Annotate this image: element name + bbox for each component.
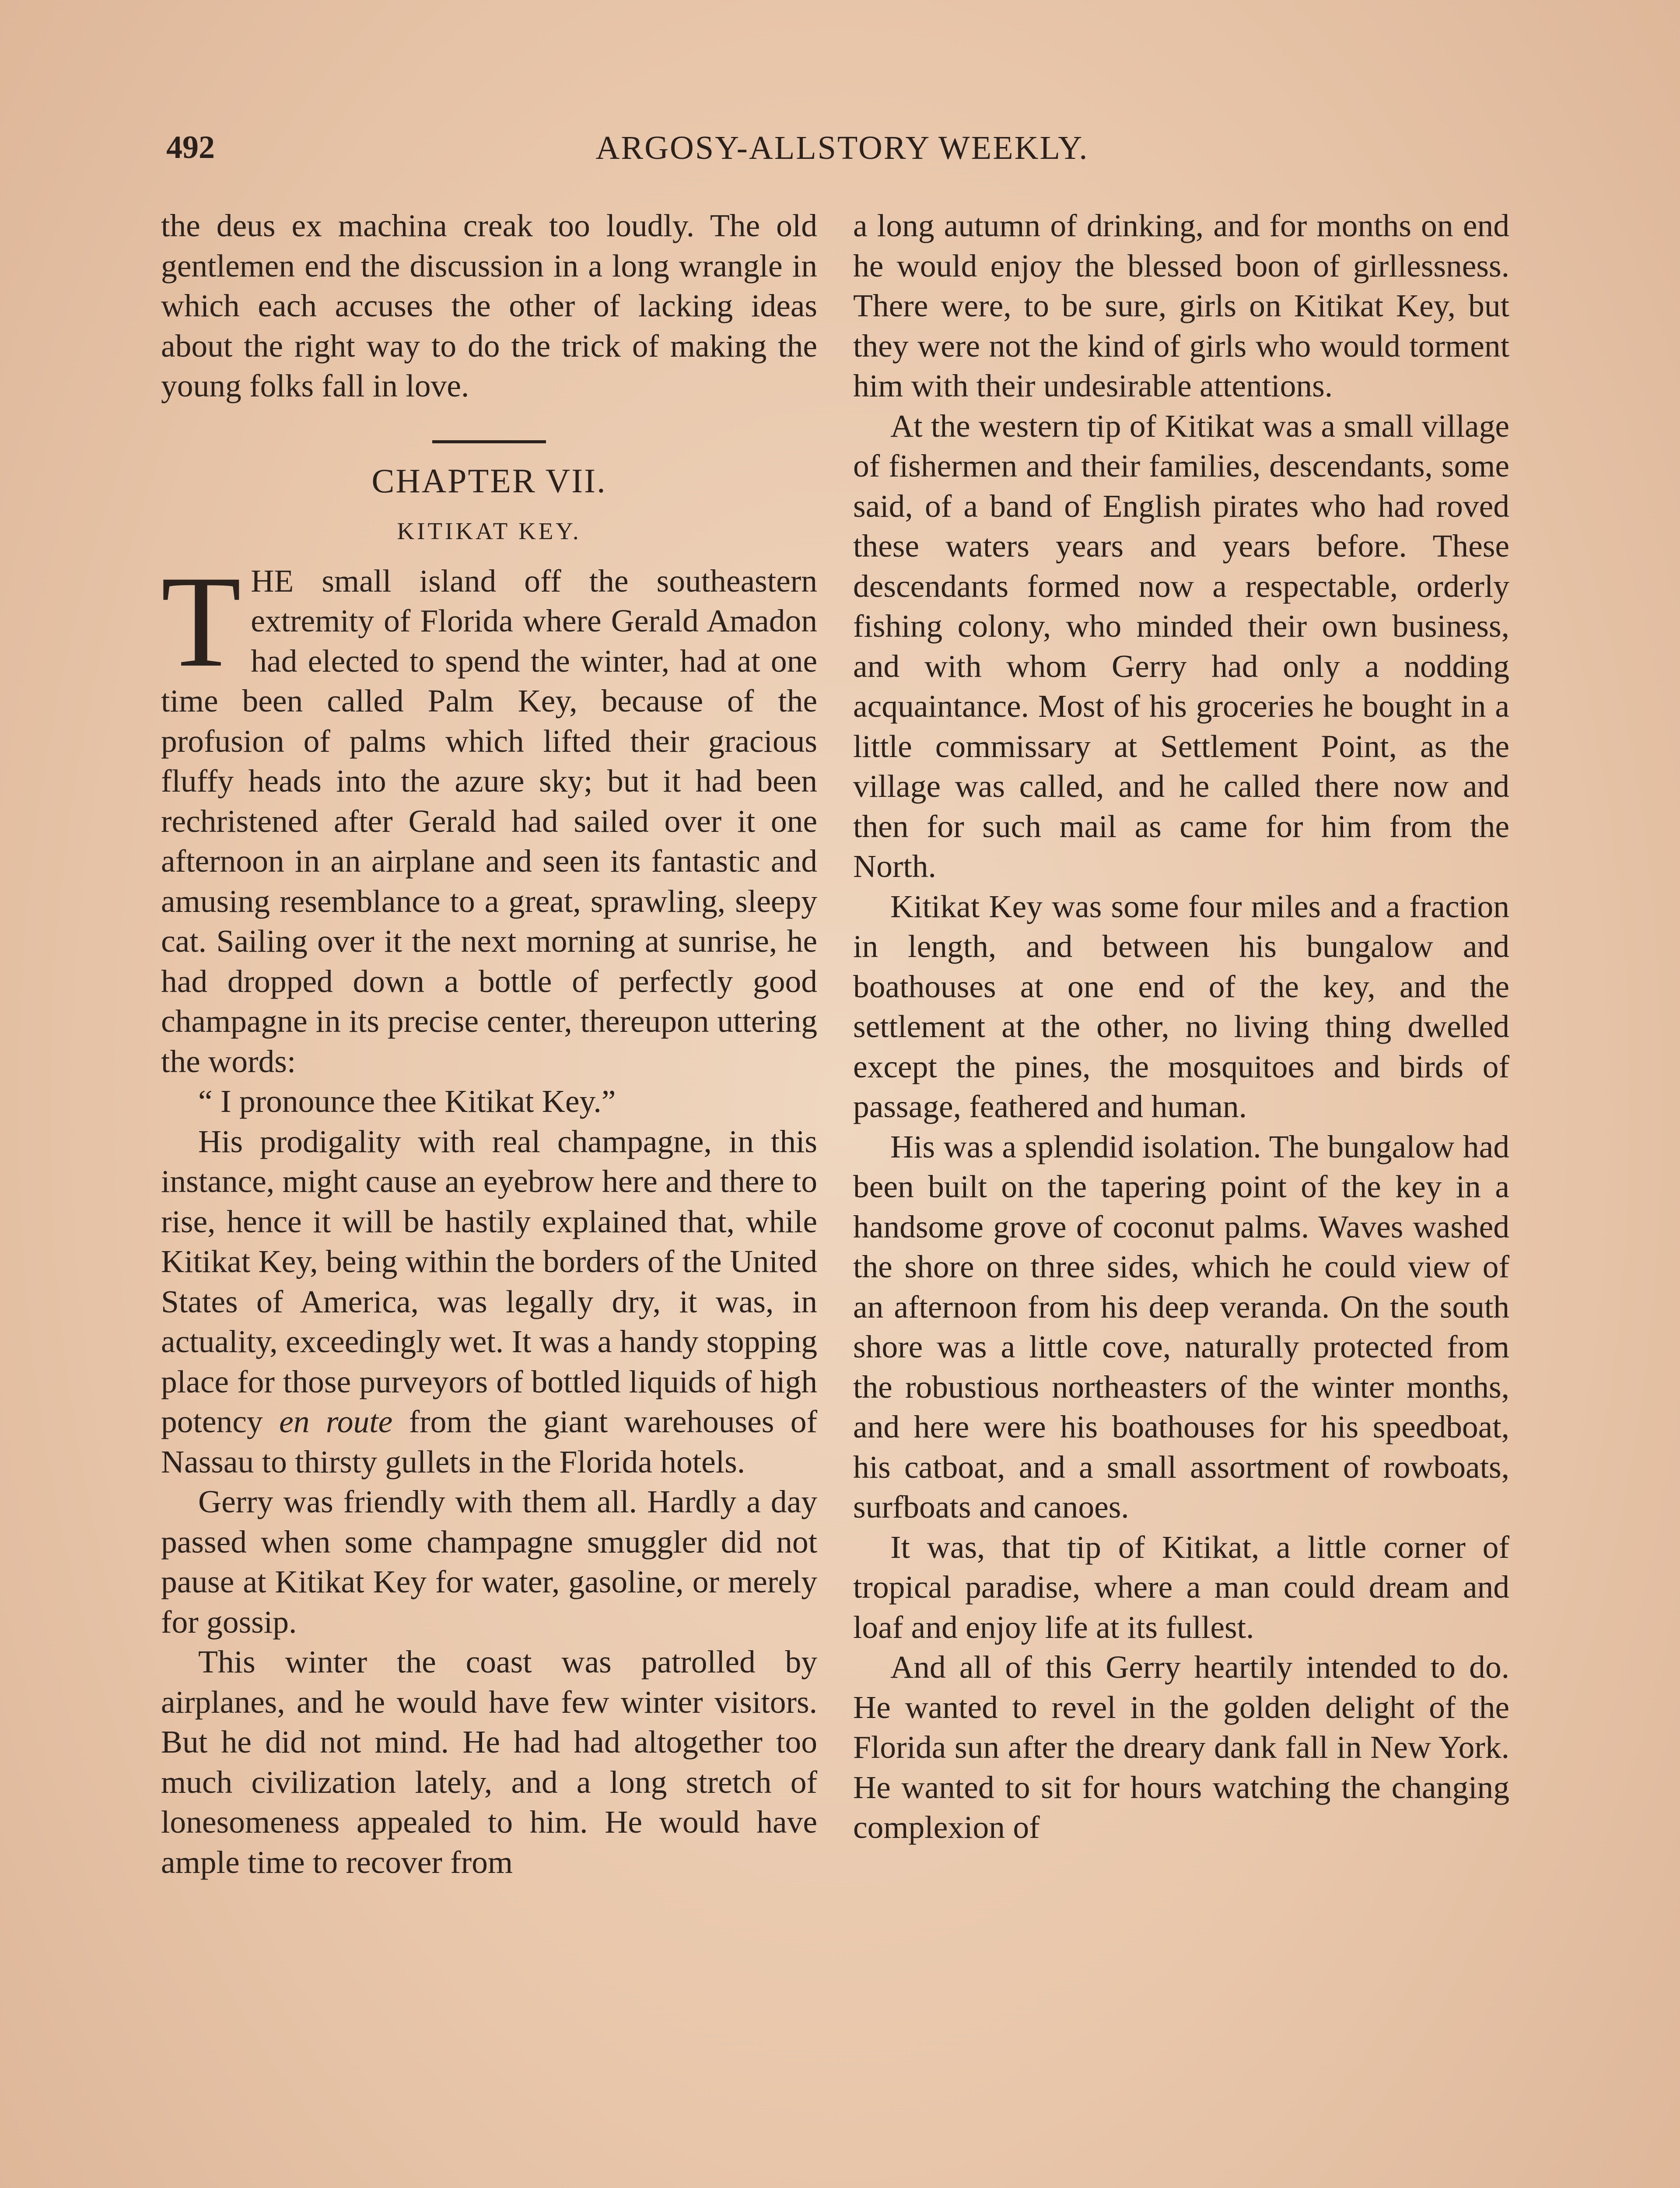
drop-cap: T [161, 548, 242, 694]
paragraph: At the western tip of Kitikat was a small village of fishermen and their families, descendants, some said, of a band of English pirates who had roved these waters years and years before. These descendants formed now a respectable, orderly fishing colony, who minded their own business, and with whom Gerry had only a nodding acquaintance. Most of his groceries he bought in a little commissary at Settlement Point, as the village was called, and he called there now and then for such mail as came for him from the North. [853, 408, 1509, 884]
page-number: 492 [166, 130, 215, 165]
paragraph-text: HE small island off the southeastern extremity of Florida where Gerald Amadon had elected to spend the winter, had at one time been called Palm Key, because of the profusion of palms which lifted their gracious fluffy heads into the azure sky; but it had been rechristened after Gerald had sailed over it one afternoon in an airplane and seen its fantastic and amusing resemblance to a great, sprawling, sleepy cat. Sailing over it the next morning at sunrise, he had dropped down a bottle of perfectly good champagne in its precise center, thereupon uttering the words: [161, 563, 817, 1079]
paragraph: And all of this Gerry heartily intended to do. He wanted to revel in the golden delight of the Florida sun after the dreary dank fall in New York. He wanted to sit for hours watching the changing complexion of [853, 1649, 1509, 1845]
paragraph: It was, that tip of Kitikat, a little corner of tropical paradise, where a man could dream and loaf and enjoy life at its fullest. [853, 1529, 1509, 1645]
paragraph: Kitikat Key was some four miles and a fraction in length, and between his bungalow and boathouses at one end of the key, and the settlement at the other, no living thing dwelled except the pines, the mosquitoes and birds of passage, feathered and human. [853, 888, 1509, 1124]
paragraph: “ I pronounce thee Kitikat Key.” [198, 1083, 616, 1119]
paragraph: the deus ex machina creak too loudly. The old gentlemen end the discussion in a long wrangle in which each accuses the other of lacking ideas about the right way to do the trick of making the young folks fall in love. [161, 208, 817, 403]
section-divider [432, 440, 546, 443]
right-column [853, 206, 1509, 1848]
paragraph: This winter the coast was patrolled by airplanes, and he would have few winter visitors. But he did not mind. He had had altogether too much civilization lately, and a long stretch of lonesomeness appealed to him. He would have ample time to recover from [161, 1644, 817, 1880]
paragraph [161, 548, 817, 1082]
paragraph [161, 1122, 817, 1482]
paragraph: Gerry was friendly with them all. Hardly a day passed when some champagne smuggler did not pause at Kitikat Key for water, gasoline, or merely for gossip. [161, 1484, 817, 1640]
paragraph: a long autumn of drinking, and for months on end he would enjoy the blessed boon of girllessness. There were, to be sure, girls on Kitikat Key, but they were not the kind of girls who would torment him with their undesirable attentions. [853, 208, 1509, 403]
running-head: ARGOSY-ALLSTORY WEEKLY. [595, 130, 1089, 166]
paragraph: His was a splendid isolation. The bungalow had been built on the tapering point of the key in a handsome grove of coconut palms. Waves washed the shore on three sides, which he could view of an afternoon from his deep veranda. On the south shore was a little cove, naturally protected from the robustious northeasters of the winter months, and here were his boathouses for his speedboat, his catboat, and a small assortment of rowboats, surfboats and canoes. [853, 1129, 1509, 1525]
chapter-title: CHAPTER VII. [371, 461, 607, 500]
paragraph-text: from the giant warehouses of Nassau to thirsty gullets in the Florida hotels. [161, 1404, 818, 1480]
page-header [166, 129, 1518, 182]
chapter-subtitle: KITIKAT KEY. [397, 518, 581, 544]
left-column [161, 206, 817, 1882]
paragraph-text: His prodigality with real champagne, in this instance, might cause an eyebrow here and there to rise, hence it will be hastily explained that, while Kitikat Key, being within the borders of the United States of America, was legally dry, it was, in actuality, exceedingly wet. It was a handy stopping place for those purveyors of bottled liquids of high potency [161, 1123, 818, 1439]
italic-phrase: en route [279, 1404, 393, 1439]
